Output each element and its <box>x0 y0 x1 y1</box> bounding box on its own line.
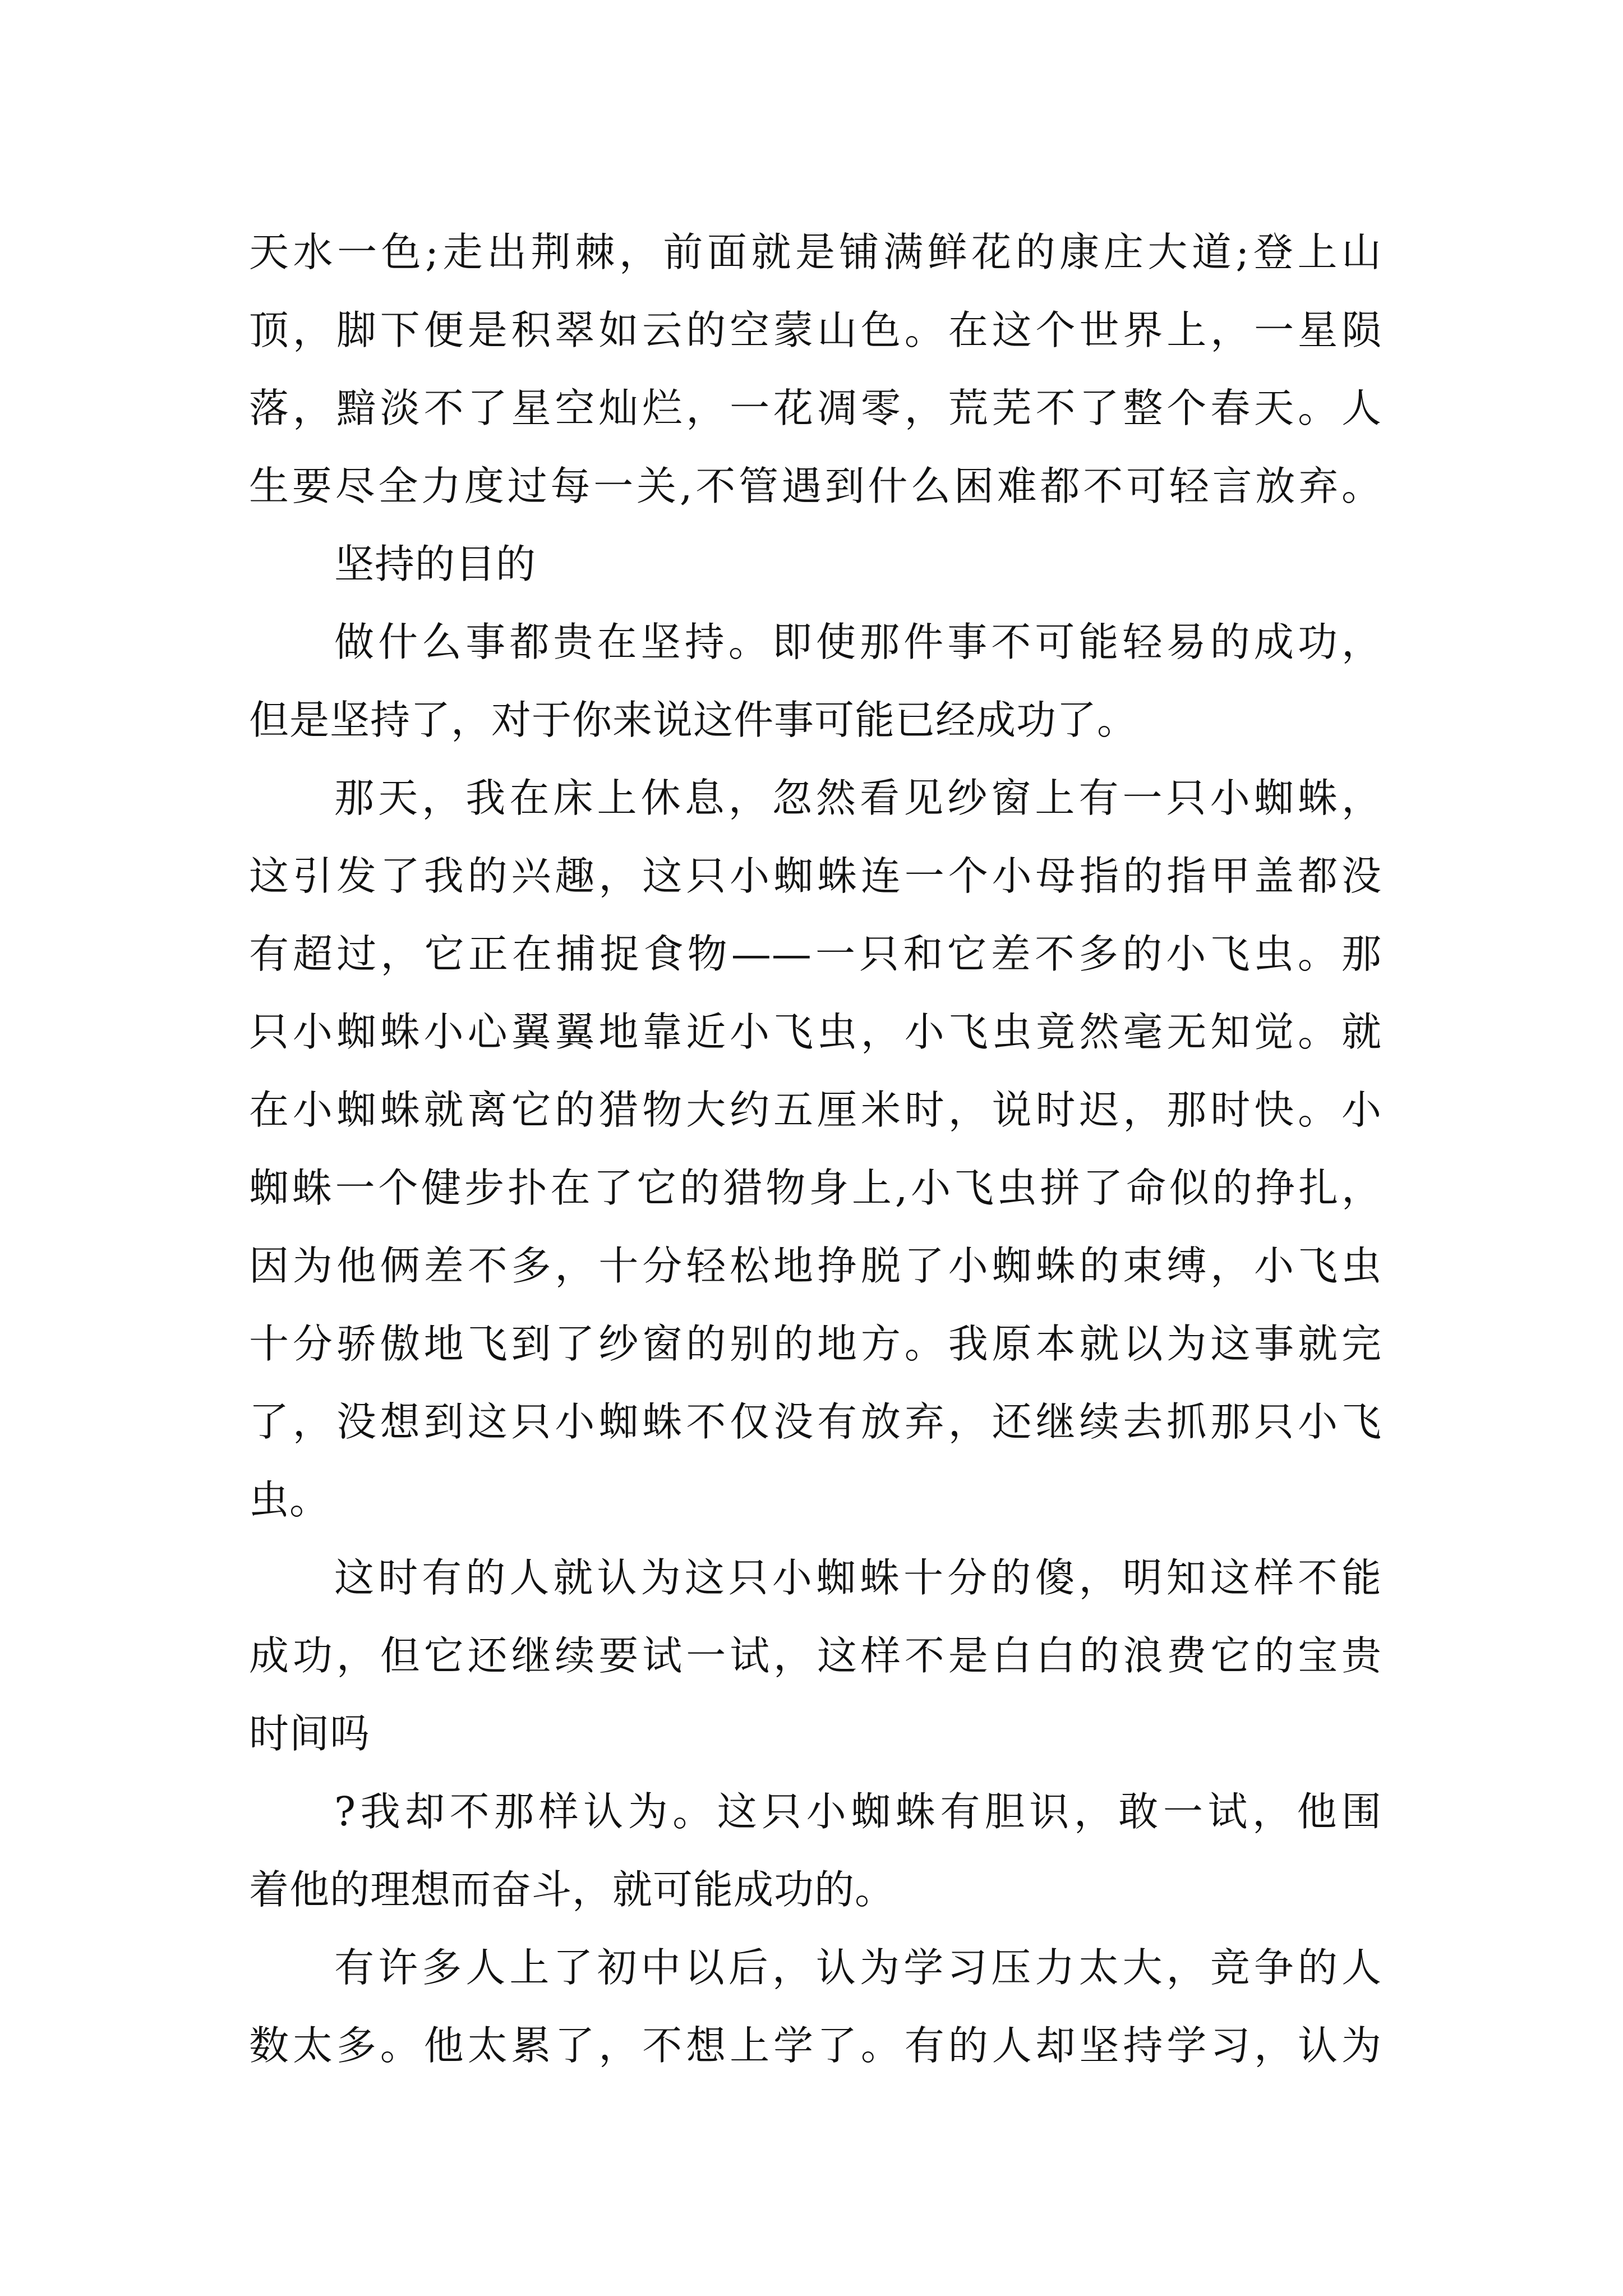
text-line: 蜘蛛一个健步扑在了它的猎物身上,小飞虫拼了命似的挣扎， <box>249 1165 1382 1211</box>
text-line: 着他的理想而奋斗，就可能成功的。 <box>249 1866 896 1913</box>
text-line: 做什么事都贵在坚持。即使那件事不可能轻易的成功， <box>334 619 1382 665</box>
text-line: ?我却不那样认为。这只小蜘蛛有胆识，敢一试，他围 <box>334 1788 1382 1835</box>
text-line: 有超过，它正在捕捉食物——一只和它差不多的小飞虫。那 <box>249 931 1382 977</box>
text-line: 因为他俩差不多，十分轻松地挣脱了小蜘蛛的束缚，小飞虫 <box>249 1243 1382 1289</box>
text-line: 顶，脚下便是积翠如云的空蒙山色。在这个世界上，一星陨 <box>249 307 1382 353</box>
text-line: 十分骄傲地飞到了纱窗的别的地方。我原本就以为这事就完 <box>249 1320 1382 1367</box>
text-line: 生要尽全力度过每一关,不管遇到什么困难都不可轻言放弃。 <box>249 463 1382 509</box>
text-line: 在小蜘蛛就离它的猎物大约五厘米时，说时迟，那时快。小 <box>249 1087 1382 1133</box>
section-heading: 坚持的目的 <box>334 541 537 587</box>
text-line: 数太多。他太累了，不想上学了。有的人却坚持学习，认为 <box>249 2022 1382 2069</box>
text-line: 虫。 <box>249 1476 330 1523</box>
text-line: 成功，但它还继续要试一试，这样不是白白的浪费它的宝贵 <box>249 1632 1382 1679</box>
text-line: 有许多人上了初中以后，认为学习压力太大，竞争的人 <box>334 1944 1382 1991</box>
text-line: 天水一色;走出荆棘，前面就是铺满鲜花的康庄大道;登上山 <box>249 229 1382 275</box>
text-line: 这引发了我的兴趣，这只小蜘蛛连一个小母指的指甲盖都没 <box>249 853 1382 899</box>
text-line: 落，黯淡不了星空灿烂，一花凋零，荒芜不了整个春天。人 <box>249 385 1382 431</box>
text-line: 了，没想到这只小蜘蛛不仅没有放弃，还继续去抓那只小飞 <box>249 1398 1382 1445</box>
text-line: 但是坚持了，对于你来说这件事可能已经成功了。 <box>249 697 1138 743</box>
body-text <box>249 213 1382 2085</box>
text-line: 时间吗 <box>249 1710 371 1757</box>
text-line: 那天，我在床上休息，忽然看见纱窗上有一只小蜘蛛， <box>334 775 1382 821</box>
text-line: 这时有的人就认为这只小蜘蛛十分的傻，明知这样不能 <box>334 1554 1382 1601</box>
text-line: 只小蜘蛛小心翼翼地靠近小飞虫，小飞虫竟然毫无知觉。就 <box>249 1009 1382 1055</box>
